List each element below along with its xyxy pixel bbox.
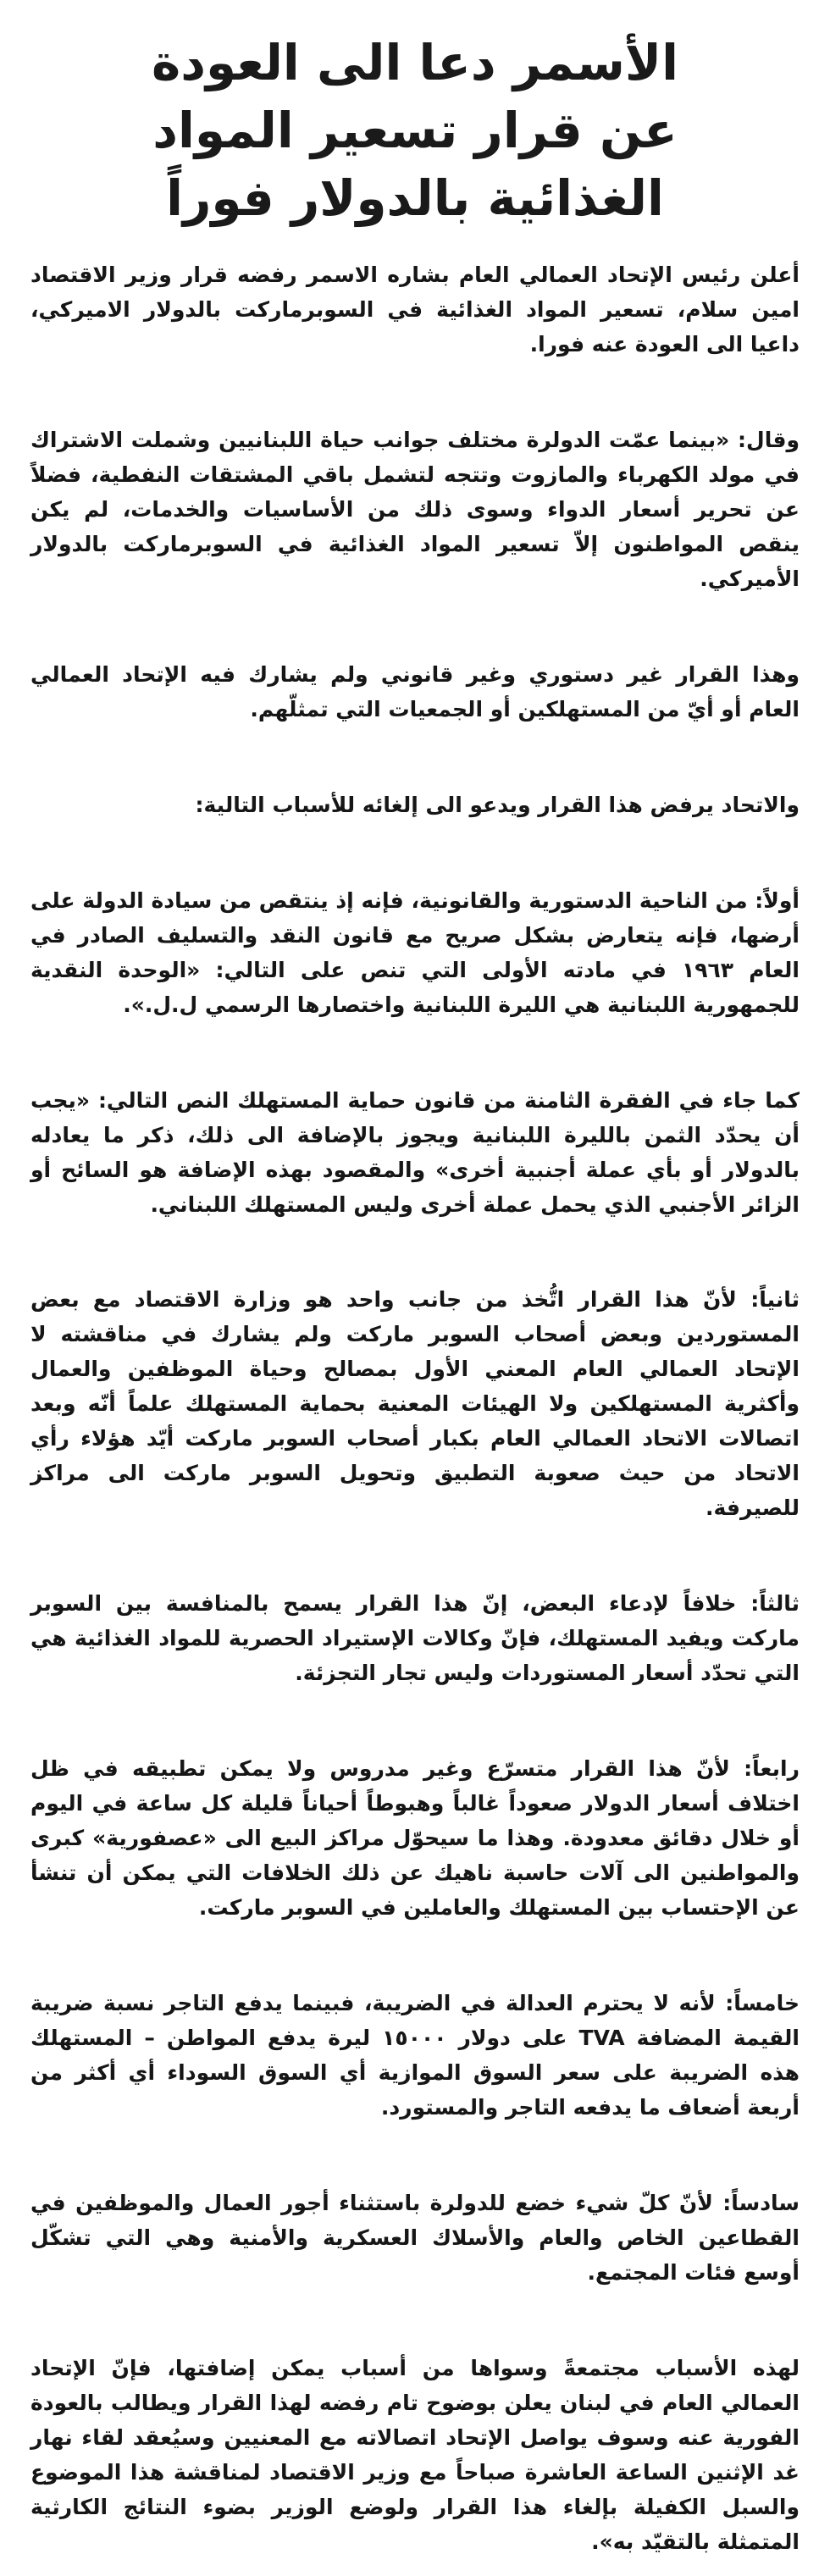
article-body (30, 257, 800, 2559)
paragraph-reason-6: سادساً: لأنّ كلّ شيء خضع للدولرة باستثناء أجور العمال والموظفين في القطاعين الخاص والعام والأسلاك العسكرية والأمنية وهي التي تشكّل أوسع فئات المجتمع. (30, 2191, 800, 2286)
article-headline (30, 29, 800, 232)
paragraph-conclusion: لهذه الأسباب مجتمعةً وسواها من أسباب يمكن إضافتها، فإنّ الإتحاد العمالي العام في لبنان يعلن بوضوح تام رفضه لهذا القرار ويطالب بالعودة الفورية عنه وسوف يواصل الإتحاد اتصالاته مع المعنيين وسيُعقد لقاء نهار غد الإثنين الساعة العاشرة صباحاً مع وزير الاقتصاد لمناقشة هذا الموضوع والسبل الكفيلة بإلغاء هذا القرار ولوضع الوزير بضوء النتائج الكارثية المتمثلة بالتقيّد به». (30, 2355, 800, 2554)
paragraph-reason-5: خامساً: لأنه لا يحترم العدالة في الضريبة، فبينما يدفع التاجر نسبة ضريبة القيمة المضافة TVA على دولار ١٥٠٠٠ ليرة يدفع المواطن – المستهلك هذه الضريبة على سعر السوق الموازية أي السوق السوداء أي أكثر من أربعة أضعاف ما يدفعه التاجر والمستورد. (30, 1991, 800, 2120)
paragraph-intro: أعلن رئيس الإتحاد العمالي العام بشاره الاسمر رفضه قرار وزير الاقتصاد امين سلام، تسعير المواد الغذائية في السوبرماركت بالدولار الاميركي، داعيا الى العودة عنه فورا. (30, 263, 800, 357)
paragraph-reason-2: ثانياً: لأنّ هذا القرار اتُّخذ من جانب واحد هو وزارة الاقتصاد مع بعض المستوردين وبعض أصحاب السوبر ماركت ولم يشارك في مناقشته لا الإتحاد العمالي العام المعني الأول بمصالح وحياة الموظفين والعمال وأكثرية المستهلكين ولا الهيئات المعنية بحماية المستهلك علماً أنّه وبعد اتصالات الاتحاد العمالي العام بكبار أصحاب السوبر ماركت أيّد هؤلاء رأي الاتحاد من حيث صعوبة التطبيق وتحويل السوبر ماركت الى مراكز للصيرفة. (30, 1287, 800, 1521)
paragraph-unconstitutional: وهذا القرار غير دستوري وغير قانوني ولم يشارك فيه الإتحاد العمالي العام أو أيّ من المستهلكين أو الجمعيات التي تمثلّهم. (30, 661, 800, 721)
paragraph-statement: وقال: «بينما عمّت الدولرة مختلف جوانب حياة اللبنانيين وشملت الاشتراك في مولد الكهرباء والمازوت وتتجه لتشمل باقي المشتقات النفطية، فضلاً عن تحرير أسعار الدواء وسوى ذلك من الأساسيات والخدمات، لم يكن ينقص المواطنون إلاّ تسعير المواد الغذائية في السوبرماركت بالدولار الأميركي. (30, 427, 800, 591)
headline-line-1: الأسمر دعا الى العودة (152, 34, 678, 91)
paragraph-reason-4: رابعاً: لأنّ هذا القرار متسرّع وغير مدروس ولا يمكن تطبيقه في ظل اختلاف أسعار الدولار صعوداً غالباً وهبوطاً أحياناً قليلة كل ساعة في اليوم أو خلال دقائق معدودة. وهذا ما سيحوّل مراكز البيع الى «عصفورية» كبرى والمواطنين الى آلات حاسبة ناهيك عن ذلك الخلافات التي يمكن أن تنشأ عن الإحتساب بين المستهلك والعاملين في السوبر ماركت. (30, 1756, 800, 1921)
paragraph-reasons-intro: والاتحاد يرفض هذا القرار ويدعو الى إلغائه للأسباب التالية: (195, 792, 800, 817)
headline-line-2: عن قرار تسعير المواد (152, 102, 678, 159)
paragraph-reason-3: ثالثاً: خلافاً لإدعاء البعض، إنّ هذا القرار يسمح بالمنافسة بين السوبر ماركت ويفيد المستهلك، فإنّ وكالات الإستيراد الحصرية للمواد الغذائية هي التي تحدّد أسعار المستوردات وليس تجار التجزئة. (30, 1591, 800, 1686)
paragraph-consumer-law: كما جاء في الفقرة الثامنة من قانون حماية المستهلك النص التالي: «يجب أن يحدّد الثمن بالليرة اللبنانية ويجوز بالإضافة الى ذلك، ذكر ما يعادله بالدولار أو بأي عملة أجنبية أخرى» والمقصود بهذه الإضافة هو السائح أو الزائر الأجنبي الذي يحمل عملة أخرى وليس المستهلك اللبناني. (30, 1087, 800, 1217)
headline-line-3: الغذائية بالدولار فوراً (166, 169, 664, 227)
paragraph-reason-1: أولاً: من الناحية الدستورية والقانونية، فإنه إذ ينتقص من سيادة الدولة على أرضها، فإنه يتعارض بشكل صريح مع قانون النقد والتسليف الصادر في العام ١٩٦٣ في مادته الأولى التي تنص على التالي: «الوحدة النقدية للجمهورية اللبنانية هي الليرة اللبنانية واختصارها الرسمي ل.ل.». (30, 887, 800, 1017)
